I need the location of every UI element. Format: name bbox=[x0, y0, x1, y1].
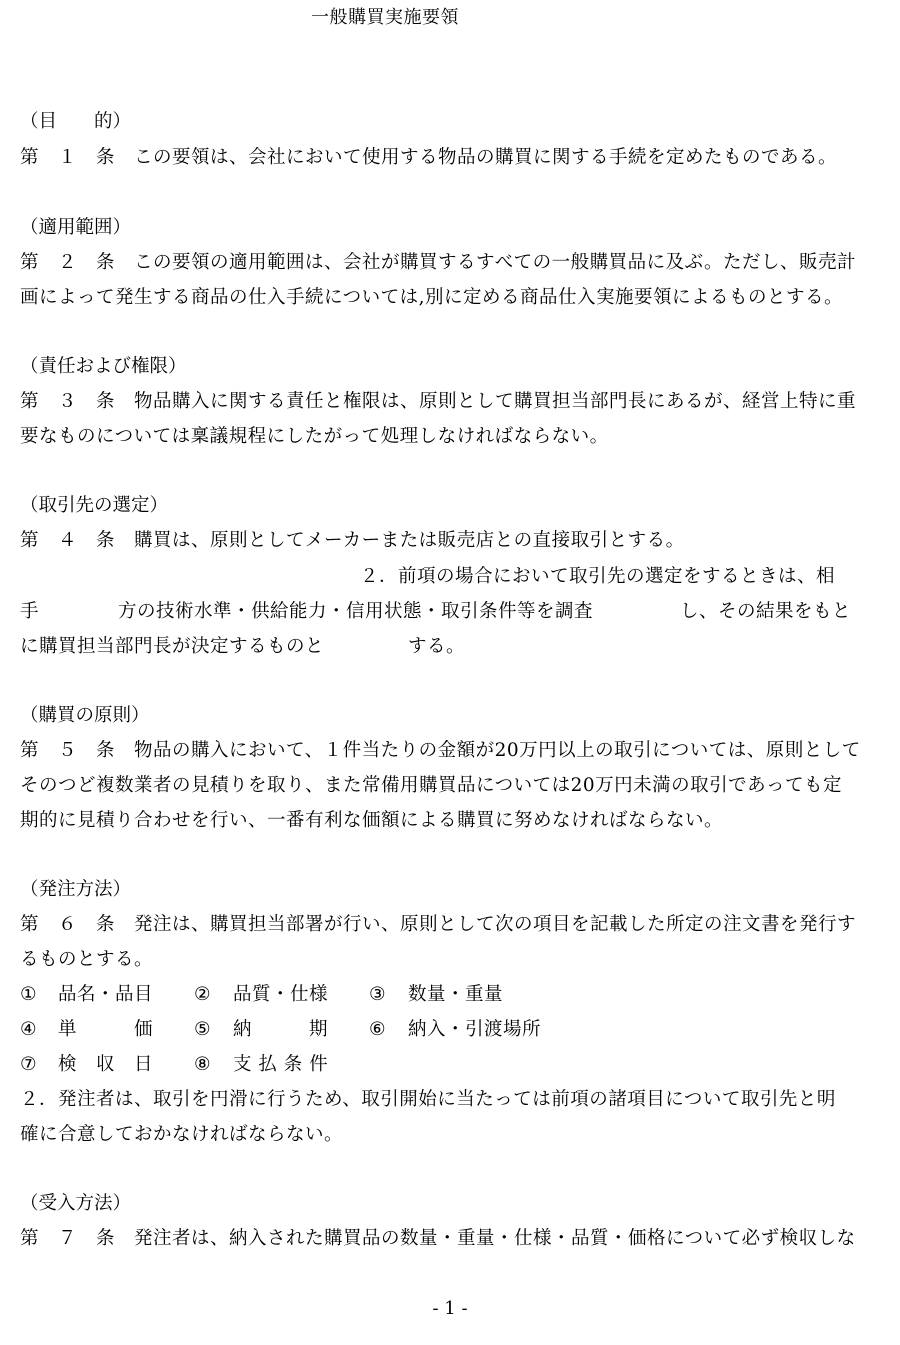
article-6-clause-2-line-1: ２．発注者は、取引を円滑に行うため、取引開始に当たっては前項の諸項目について取引先と明 bbox=[20, 1089, 836, 1110]
article-3-line-2: 要なものについては稟議規程にしたがって処理しなければならない。 bbox=[20, 426, 609, 447]
article-7-line-1: 第 ７ 条 発注者は、納入された購買品の数量・重量・仕様・品質・価格について必ず検収しな bbox=[20, 1228, 856, 1249]
article-5-line-2: そのつど複数業者の見積りを取り、また常備用購買品については20万円未満の取引であっても定 bbox=[20, 775, 842, 796]
article-4-clause-2-line-2c: し、その結果をもと bbox=[680, 601, 852, 622]
item-text-4: 単 価 bbox=[58, 1019, 154, 1040]
item-text-7: 検 収 日 bbox=[58, 1054, 154, 1075]
article-6-line-1: 第 ６ 条 発注は、購買担当部署が行い、原則として次の項目を記載した所定の注文書を発行す bbox=[20, 914, 857, 935]
item-text-1: 品名・品目 bbox=[58, 984, 154, 1005]
item-marker-5: ⑤ bbox=[194, 1019, 212, 1040]
article-3-heading: （責任および権限） bbox=[20, 356, 187, 377]
article-4-clause-2-line-2b: 方の技術水準・供給能力・信用状態・取引条件等を調査 bbox=[118, 601, 594, 622]
item-text-5: 納 期 bbox=[233, 1019, 329, 1040]
document-title: 一般購買実施要領 bbox=[311, 7, 459, 28]
article-6-clause-2-line-2: 確に合意しておかなければならない。 bbox=[20, 1124, 344, 1145]
item-marker-8: ⑧ bbox=[194, 1054, 212, 1075]
article-4-heading: （取引先の選定） bbox=[20, 495, 169, 516]
article-5-line-1: 第 ５ 条 物品の購入において、１件当たりの金額が20万円以上の取引については、原則として bbox=[20, 740, 861, 761]
article-4-clause-2-line-3a: に購買担当部門長が決定するものと bbox=[20, 636, 325, 657]
article-2-line-2: 画によって発生する商品の仕入手続については,別に定める商品仕入実施要領によるものとする。 bbox=[20, 287, 844, 308]
item-marker-3: ③ bbox=[369, 984, 387, 1005]
article-1-heading: （目 的） bbox=[20, 111, 132, 132]
item-text-6: 納入・引渡場所 bbox=[408, 1019, 542, 1040]
article-3-line-1: 第 ３ 条 物品購入に関する責任と権限は、原則として購買担当部門長にあるが、経営上特に重 bbox=[20, 391, 857, 412]
article-5-heading: （購買の原則） bbox=[20, 705, 150, 726]
article-1-line-1: 第 １ 条 この要領は、会社において使用する物品の購買に関する手続を定めたものである。 bbox=[20, 147, 838, 168]
article-4-clause-2-line-1: ２．前項の場合において取引先の選定をするときは、相 bbox=[360, 566, 836, 587]
item-marker-2: ② bbox=[194, 984, 212, 1005]
article-6-line-2: るものとする。 bbox=[20, 949, 154, 970]
article-7-heading: （受入方法） bbox=[20, 1193, 132, 1214]
page-number: - 1 - bbox=[432, 1298, 468, 1319]
article-2-line-1: 第 ２ 条 この要領の適用範囲は、会社が購買するすべての一般購買品に及ぶ。ただし、販売計 bbox=[20, 252, 857, 273]
item-marker-1: ① bbox=[20, 984, 38, 1005]
item-text-2: 品質・仕様 bbox=[233, 984, 329, 1005]
article-6-heading: （発注方法） bbox=[20, 879, 132, 900]
item-text-8: 支 払 条 件 bbox=[233, 1054, 329, 1075]
article-4-clause-2-line-2a: 手 bbox=[20, 601, 40, 622]
item-marker-4: ④ bbox=[20, 1019, 38, 1040]
article-2-heading: （適用範囲） bbox=[20, 217, 132, 238]
item-marker-7: ⑦ bbox=[20, 1054, 38, 1075]
item-marker-6: ⑥ bbox=[369, 1019, 387, 1040]
item-text-3: 数量・重量 bbox=[408, 984, 504, 1005]
article-4-line-1: 第 ４ 条 購買は、原則としてメーカーまたは販売店との直接取引とする。 bbox=[20, 530, 685, 551]
article-4-clause-2-line-3b: する。 bbox=[408, 636, 466, 657]
article-5-line-3: 期的に見積り合わせを行い、一番有利な価額による購買に努めなければならない。 bbox=[20, 810, 724, 831]
